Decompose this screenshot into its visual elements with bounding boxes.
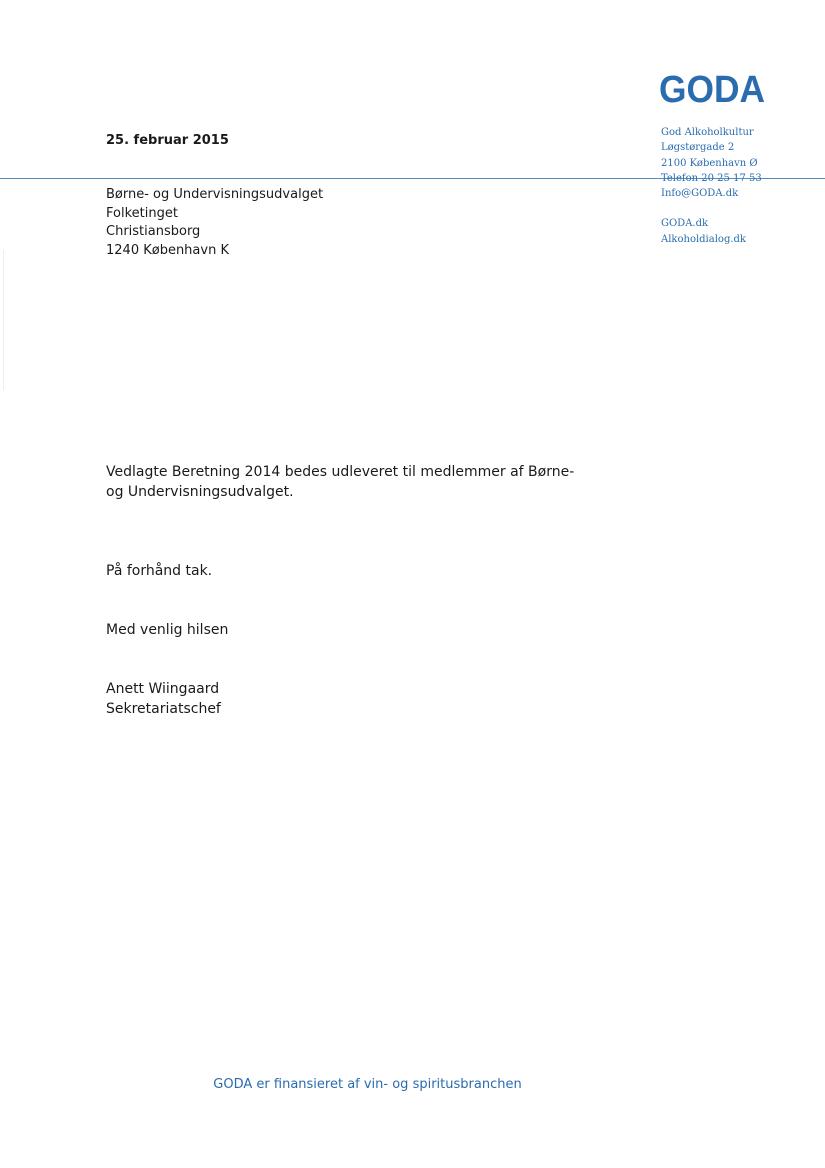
sender-street: Løgstørgade 2 [661,142,735,154]
recipient-line-4: 1240 København K [106,242,229,258]
signature-block [106,679,221,719]
body-paragraph-2: På forhånd tak. [106,563,213,579]
signer-name: Anett Wiingaard [106,681,220,697]
sender-address-block [661,125,821,247]
sender-phone: Telefon 20 25 17 53 [661,172,762,184]
signer-title: Sekretariatschef [106,701,221,717]
goda-logo [658,66,766,108]
recipient-line-1: Børne- og Undervisningsudvalget [106,187,324,202]
logo-wordmark: GODA [659,69,765,108]
recipient-line-2: Folketinget [106,205,178,221]
scan-edge-shadow [3,250,4,390]
sender-web-alkoholdialog: Alkoholdialog.dk [661,233,746,245]
sender-city: 2100 København Ø [661,157,758,169]
closing-salutation: Med venlig hilsen [106,622,229,638]
sender-org: God Alkoholkultur [661,127,754,138]
footer-note: GODA er finansieret af vin- og spiritusbranchen [213,1077,522,1092]
recipient-line-3: Christiansborg [106,224,201,239]
sender-web-goda: GODA.dk [661,218,709,230]
recipient-address-block [106,186,323,260]
sender-email: Info@GODA.dk [661,188,739,200]
body-paragraph-1: Vedlagte Beretning 2014 bedes udleveret til medlemmer af Børne- og Undervisningsudvalget. [106,464,575,500]
letter-date: 25. februar 2015 [106,133,229,148]
